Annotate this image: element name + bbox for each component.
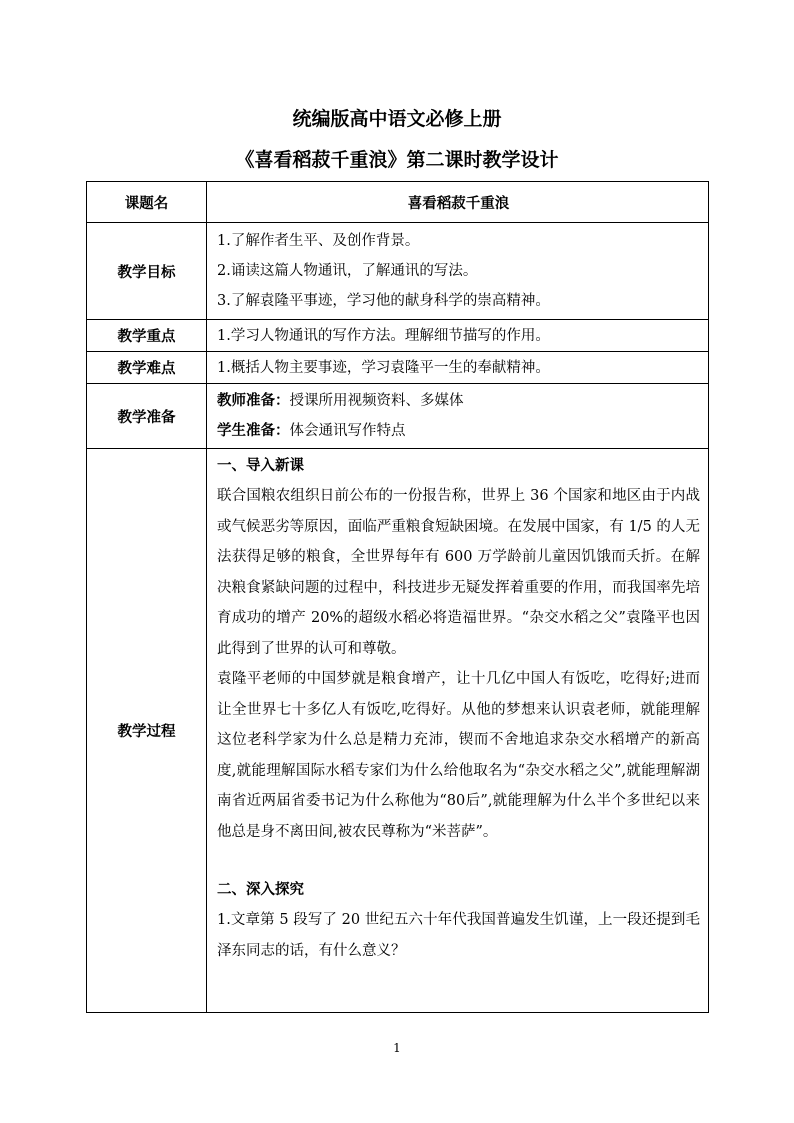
page-number: 1 <box>393 1041 401 1055</box>
explore-question-1: 1.文章第 5 段写了 20 世纪五六十年代我国普遍发生饥谨，上一段还提到毛泽东同志的话，有什么意义？ <box>217 912 700 959</box>
table-row-topic <box>87 182 709 223</box>
table-row-difficulties <box>87 352 709 384</box>
goals-label: 教学目标 <box>87 223 207 320</box>
document-subtitle: 《喜看稻菽千重浪》第二课时教学设计 <box>235 149 559 171</box>
key-points-value <box>207 320 709 352</box>
student-prep-value: 体会通讯写作特点 <box>289 423 406 439</box>
section-heading-intro: 一、导入新课 <box>217 458 304 474</box>
teacher-preparation <box>217 386 700 416</box>
difficulties-label: 教学难点 <box>87 352 207 384</box>
goals-cell <box>207 223 709 320</box>
difficulties-value <box>207 352 709 384</box>
topic-label: 课题名 <box>87 182 207 223</box>
table-row-preparation <box>87 384 709 449</box>
teacher-prep-value: 授课所用视频资料、多媒体 <box>289 393 464 409</box>
table-row-goals <box>87 223 709 320</box>
process-label: 教学过程 <box>87 449 207 1013</box>
goal-item: 2.诵读这篇人物通讯，了解通讯的写法。 <box>217 263 478 279</box>
teacher-prep-label: 教师准备： <box>217 393 290 409</box>
preparation-label: 教学准备 <box>87 384 207 449</box>
student-preparation <box>217 416 700 446</box>
goal-item: 3.了解袁隆平事迹，学习他的献身科学的崇高精神。 <box>217 293 550 309</box>
difficulties-text: 1.概括人物主要事迹，学习袁隆平一生的奉献精神。 <box>217 359 550 376</box>
intro-paragraph-2: 袁隆平老师的中国梦就是粮食增产，让十几亿中国人有饭吃，吃得好;进而让全世界七十多亿人有饭吃,吃得好。从他的梦想来认识袁老师，就能理解这位老科学家为什么总是精力充沛，锲而不舍地追求杂交水稻增产的新高度,就能理解国际水稻专家们为什么给他取名为“杂交水稻之父”,就能理解湖南省近两届省委书记为什么称他为“80后”,就能理解为什么半个多世纪以来他总是身不离田间,被农民尊称为“米菩萨”。 <box>217 671 700 840</box>
document-title: 统编版高中语文必修上册 <box>292 108 502 130</box>
student-prep-label: 学生准备： <box>217 423 290 439</box>
intro-paragraph-1: 联合国粮农组织日前公布的一份报告称，世界上 36 个国家和地区由于内战或气候恶劣等原因，面临严重粮食短缺困境。在发展中国家，有 1/5 的人无法获得足够的粮食，全世界每年有 600 万学龄前儿童因饥饿而夭折。在解决粮食紧缺问题的过程中，科技进步无疑发挥着重要的作用，而我国率先培育成功的增产 20%的超级水稻必将造福世界。“杂交水稻之父”袁隆平也因此得到了世界的认可和尊敬。 <box>217 488 700 657</box>
table-row-key-points <box>87 320 709 352</box>
key-points-label: 教学重点 <box>87 320 207 352</box>
preparation-cell <box>207 384 709 449</box>
section-heading-explore: 二、深入探究 <box>217 882 304 898</box>
key-points-text: 1.学习人物通讯的写作方法。理解细节描写的作用。 <box>217 327 550 344</box>
table-row-process <box>87 449 709 1013</box>
topic-value: 喜看稻菽千重浪 <box>207 182 709 223</box>
goal-item: 1.了解作者生平、及创作背景。 <box>217 233 420 249</box>
lesson-plan-table <box>86 181 709 1013</box>
process-cell <box>207 449 709 1013</box>
